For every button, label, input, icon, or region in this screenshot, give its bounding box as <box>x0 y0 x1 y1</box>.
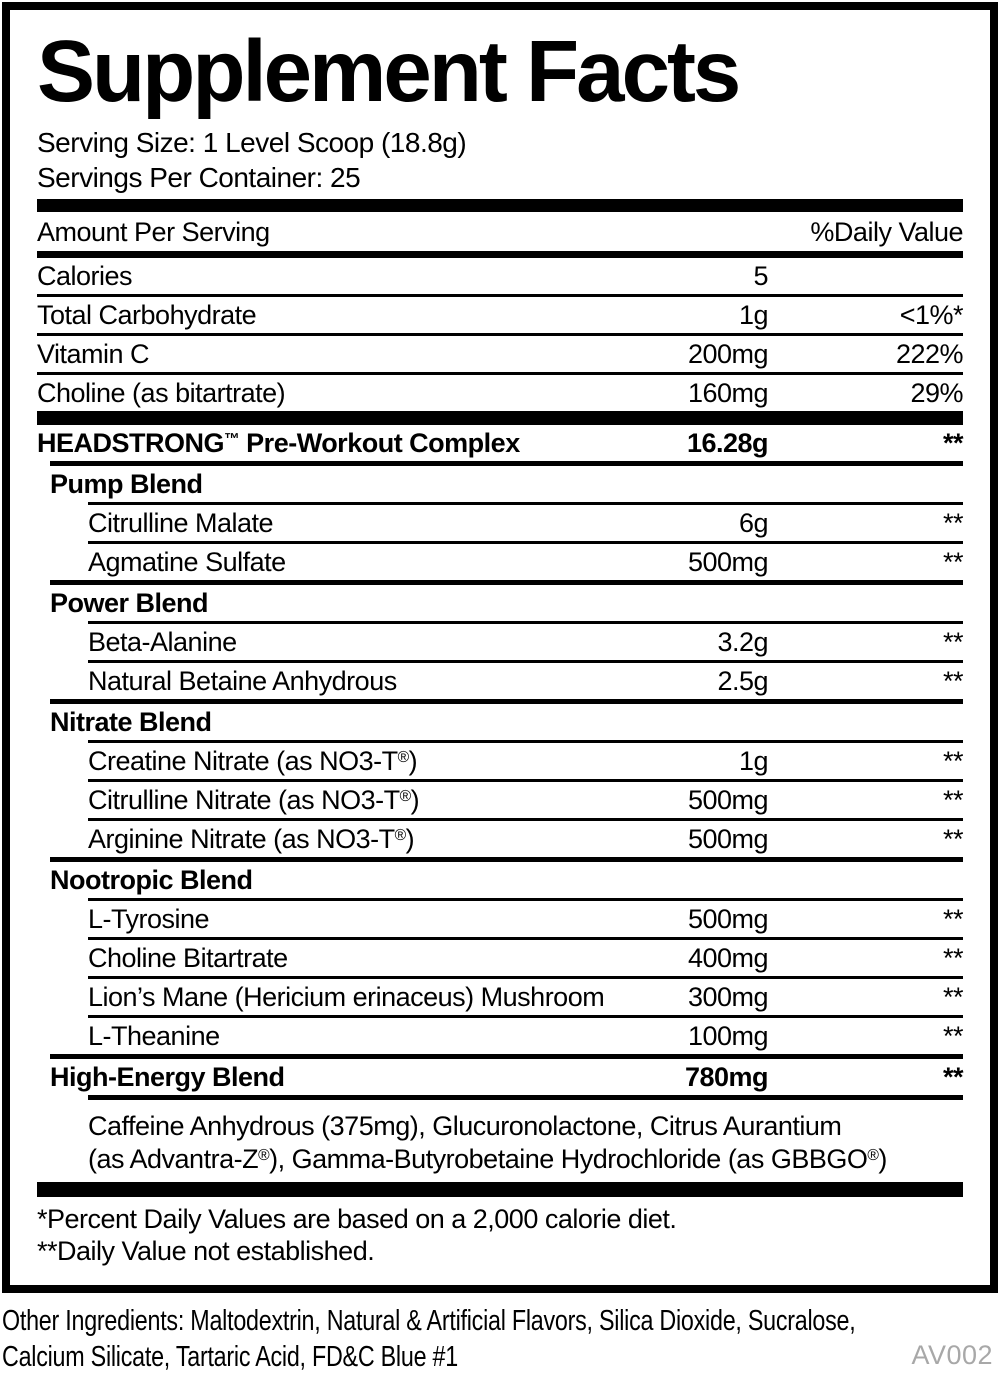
nutrient-table <box>37 258 963 1100</box>
row-daily-value: ** <box>942 666 963 696</box>
table-row <box>37 663 963 699</box>
table-row <box>37 940 963 976</box>
servings-per-container: Servings Per Container: 25 <box>37 162 361 193</box>
divider-rule <box>37 411 963 425</box>
row-amount: 6g <box>738 508 768 538</box>
row-amount: 160mg <box>687 378 768 408</box>
footnote-not-established: **Daily Value not established. <box>37 1236 375 1266</box>
row-label: Power Blend <box>50 588 209 618</box>
row-amount: 2.5g <box>717 666 768 696</box>
divider-bar-thick <box>37 1182 963 1197</box>
other-ingredients-text <box>2 1303 1000 1375</box>
table-row <box>37 979 963 1015</box>
row-amount: 300mg <box>687 982 768 1012</box>
table-row <box>37 901 963 937</box>
table-row <box>37 1018 963 1054</box>
row-label: Calories <box>37 261 133 291</box>
high-energy-ingredients-line1: Caffeine Anhydrous (375mg), Glucuronolactone, Citrus Aurantium <box>88 1111 842 1141</box>
row-amount: 1g <box>738 300 768 330</box>
row-daily-value: ** <box>942 428 963 458</box>
table-row <box>37 297 963 333</box>
high-energy-ingredients <box>37 1100 963 1182</box>
amount-per-serving-header: Amount Per Serving <box>37 217 270 247</box>
other-ingredients-line1: Other Ingredients: Maltodextrin, Natural & Artificial Flavors, Silica Dioxide, Sucralose, <box>2 1305 856 1337</box>
row-label: Nitrate Blend <box>50 707 212 737</box>
section-header-row <box>37 585 963 621</box>
row-label: Vitamin C <box>37 339 150 369</box>
row-label: L-Theanine <box>88 1021 220 1051</box>
row-label: Natural Betaine Anhydrous <box>88 666 397 696</box>
row-daily-value: ** <box>942 1021 963 1051</box>
row-amount: 16.28g <box>686 428 768 458</box>
row-label: Agmatine Sulfate <box>88 547 286 577</box>
section-header-row <box>37 704 963 740</box>
row-amount: 500mg <box>687 547 768 577</box>
row-daily-value: 29% <box>910 378 963 408</box>
daily-value-header: %Daily Value <box>810 217 963 247</box>
table-row <box>37 821 963 857</box>
row-daily-value: ** <box>942 904 963 934</box>
row-daily-value: ** <box>942 627 963 657</box>
row-amount: 780mg <box>684 1062 768 1092</box>
row-amount: 5 <box>753 261 768 291</box>
row-label: Choline (as bitartrate) <box>37 378 286 408</box>
row-label: Nootropic Blend <box>50 865 253 895</box>
other-ingredients <box>2 1303 998 1375</box>
row-daily-value: <1%* <box>899 300 963 330</box>
row-daily-value: ** <box>942 746 963 776</box>
table-row <box>37 258 963 294</box>
column-headers <box>37 212 963 251</box>
supplement-facts-label <box>2 2 998 1293</box>
row-label: Arginine Nitrate (as NO3-T®) <box>88 824 415 854</box>
footnotes <box>37 1203 963 1277</box>
row-label: Lion’s Mane (Hericium erinaceus) Mushroom <box>88 982 605 1012</box>
table-row <box>37 782 963 818</box>
row-daily-value: 222% <box>895 339 963 369</box>
row-label: Total Carbohydrate <box>37 300 257 330</box>
row-amount: 500mg <box>687 904 768 934</box>
serving-info <box>37 125 963 195</box>
row-daily-value: ** <box>942 547 963 577</box>
other-ingredients-line2: Calcium Silicate, Tartaric Acid, FD&C Blue #1 <box>2 1341 458 1373</box>
row-daily-value: ** <box>942 785 963 815</box>
row-label: Citrulline Nitrate (as NO3-T®) <box>88 785 420 815</box>
product-code: AV002 <box>911 1340 993 1370</box>
label-title: Supplement Facts <box>37 23 739 120</box>
table-row <box>37 544 963 580</box>
row-amount: 100mg <box>687 1021 768 1051</box>
row-amount: 500mg <box>687 785 768 815</box>
row-label: Creatine Nitrate (as NO3-T®) <box>88 746 418 776</box>
row-daily-value: ** <box>942 982 963 1012</box>
row-amount: 400mg <box>687 943 768 973</box>
table-row <box>37 425 963 461</box>
row-daily-value: ** <box>942 1062 963 1092</box>
row-amount: 3.2g <box>717 627 768 657</box>
section-header-row <box>37 466 963 502</box>
row-label: Choline Bitartrate <box>88 943 288 973</box>
row-amount: 200mg <box>687 339 768 369</box>
row-label: Pump Blend <box>50 469 203 499</box>
row-daily-value: ** <box>942 943 963 973</box>
row-label: Beta-Alanine <box>88 627 237 657</box>
row-daily-value: ** <box>942 824 963 854</box>
row-daily-value: ** <box>942 508 963 538</box>
table-row <box>37 505 963 541</box>
table-row <box>37 336 963 372</box>
table-row <box>37 375 963 411</box>
serving-size: Serving Size: 1 Level Scoop (18.8g) <box>37 127 467 158</box>
row-label: Citrulline Malate <box>88 508 274 538</box>
table-row <box>37 624 963 660</box>
row-label: L-Tyrosine <box>88 904 210 934</box>
table-row <box>37 743 963 779</box>
divider-bar-medium <box>37 251 963 258</box>
row-label: HEADSTRONG™ Pre-Workout Complex <box>37 428 520 458</box>
table-row <box>37 1059 963 1095</box>
section-header-row <box>37 862 963 898</box>
row-label: High-Energy Blend <box>50 1062 285 1092</box>
row-amount: 500mg <box>687 824 768 854</box>
page <box>0 2 1000 1377</box>
row-amount: 1g <box>738 746 768 776</box>
divider-bar-thick <box>37 199 963 212</box>
footnote-daily-values: *Percent Daily Values are based on a 2,000 calorie diet. <box>37 1204 677 1234</box>
high-energy-ingredients-line2: (as Advantra-Z®), Gamma-Butyrobetaine Hydrochloride (as GBBGO®) <box>88 1144 887 1174</box>
